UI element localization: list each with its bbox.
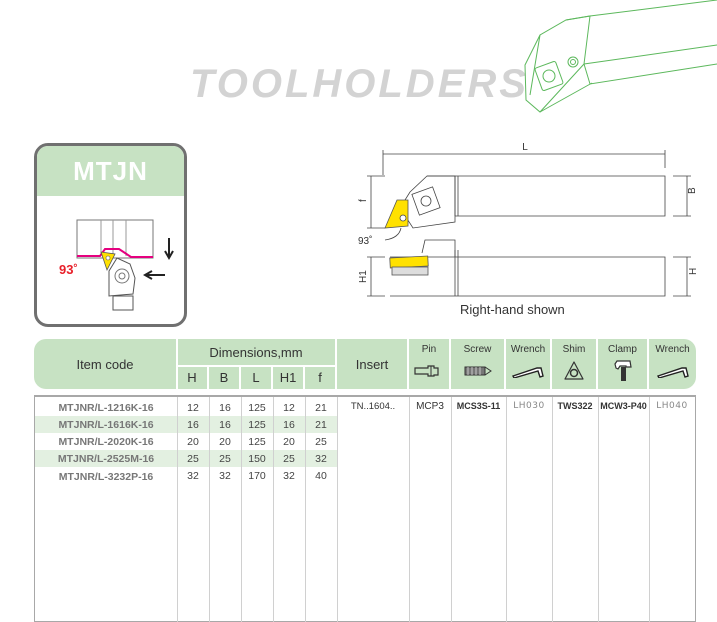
row-2-L: 125 — [248, 418, 266, 431]
pin-value: MCP3 — [416, 400, 444, 412]
clamp-value: MCW3-P40 — [600, 401, 647, 411]
row-4-f: 32 — [315, 452, 327, 465]
wrench-1-value: LH030 — [513, 401, 545, 411]
clamp-icon — [612, 359, 634, 383]
row-3-H: 20 — [187, 435, 199, 448]
row-1-code: MTJNR/L-1216K-16 — [58, 401, 154, 414]
row-5-B: 32 — [219, 469, 231, 482]
dim-label-angle: 93˚ — [358, 236, 373, 247]
shim-value: TWS322 — [557, 401, 593, 411]
dim-label-f: f — [358, 199, 369, 202]
row-4-B: 25 — [219, 452, 231, 465]
toolholder-dimension-drawing — [355, 140, 700, 300]
row-1-B: 16 — [219, 401, 231, 414]
toolholder-type-badge — [34, 143, 187, 327]
wrench-icon — [656, 364, 690, 378]
row-2-f: 21 — [315, 418, 327, 431]
header-wrench-2: Wrench — [655, 343, 690, 355]
pin-icon — [414, 364, 444, 378]
header-shim: Shim — [562, 343, 586, 355]
banner-title: TOOLHOLDERS — [190, 62, 529, 106]
turning-operation-diagram — [37, 198, 184, 324]
shim-icon — [563, 360, 585, 382]
row-2-code: MTJNR/L-1616K-16 — [58, 418, 154, 431]
row-5-L: 170 — [248, 469, 266, 482]
header-pin: Pin — [421, 343, 437, 355]
row-2-H: 16 — [187, 418, 199, 431]
badge-title: MTJN — [37, 146, 184, 196]
row-5-H1: 32 — [283, 469, 295, 482]
row-4-L: 150 — [248, 452, 266, 465]
row-2-B: 16 — [219, 418, 231, 431]
table-body — [34, 395, 696, 622]
insert-value: TN..1604.. — [350, 400, 396, 412]
header-dim-B: B — [219, 370, 229, 385]
header-item-code: Item code — [76, 356, 134, 372]
row-2-H1: 16 — [283, 418, 295, 431]
header-wrench-1: Wrench — [510, 343, 546, 355]
wrench-icon — [511, 364, 545, 378]
row-5-H: 32 — [187, 469, 199, 482]
row-1-f: 21 — [315, 401, 327, 414]
row-3-B: 20 — [219, 435, 231, 448]
row-4-code: MTJNR/L-2525M-16 — [57, 452, 155, 465]
header-insert: Insert — [355, 356, 389, 372]
row-4-H: 25 — [187, 452, 199, 465]
row-3-H1: 20 — [283, 435, 295, 448]
row-3-L: 125 — [248, 435, 266, 448]
screw-icon — [463, 365, 493, 377]
header-dim-f: f — [318, 370, 322, 385]
header-dimensions: Dimensions,mm — [209, 344, 303, 360]
screw-value: MCS3S-11 — [456, 401, 501, 411]
dim-label-H1: H1 — [358, 270, 369, 283]
row-4-H1: 25 — [283, 452, 295, 465]
header-dim-H1: H1 — [279, 370, 297, 385]
header-dim-H: H — [187, 370, 197, 385]
row-5-f: 40 — [315, 469, 327, 482]
dim-label-B: B — [687, 187, 698, 194]
badge-angle: 93˚ — [59, 262, 78, 277]
table-header — [34, 339, 696, 389]
wrench-2-value: LH040 — [656, 401, 688, 411]
row-1-H1: 12 — [283, 401, 295, 414]
row-1-L: 125 — [248, 401, 266, 414]
row-3-f: 25 — [315, 435, 327, 448]
boring-bar-outline-icon — [500, 0, 717, 115]
specification-table — [34, 339, 696, 483]
header-screw: Screw — [463, 343, 492, 355]
row-5-code: MTJNR/L-3232P-16 — [58, 470, 154, 483]
dim-label-L: L — [522, 142, 528, 153]
row-3-code: MTJNR/L-2020K-16 — [58, 435, 154, 448]
dim-label-H: H — [688, 267, 699, 275]
drawing-caption: Right-hand shown — [460, 302, 565, 317]
header-clamp: Clamp — [608, 343, 637, 355]
header-dim-L: L — [252, 370, 260, 385]
row-1-H: 12 — [187, 401, 199, 414]
